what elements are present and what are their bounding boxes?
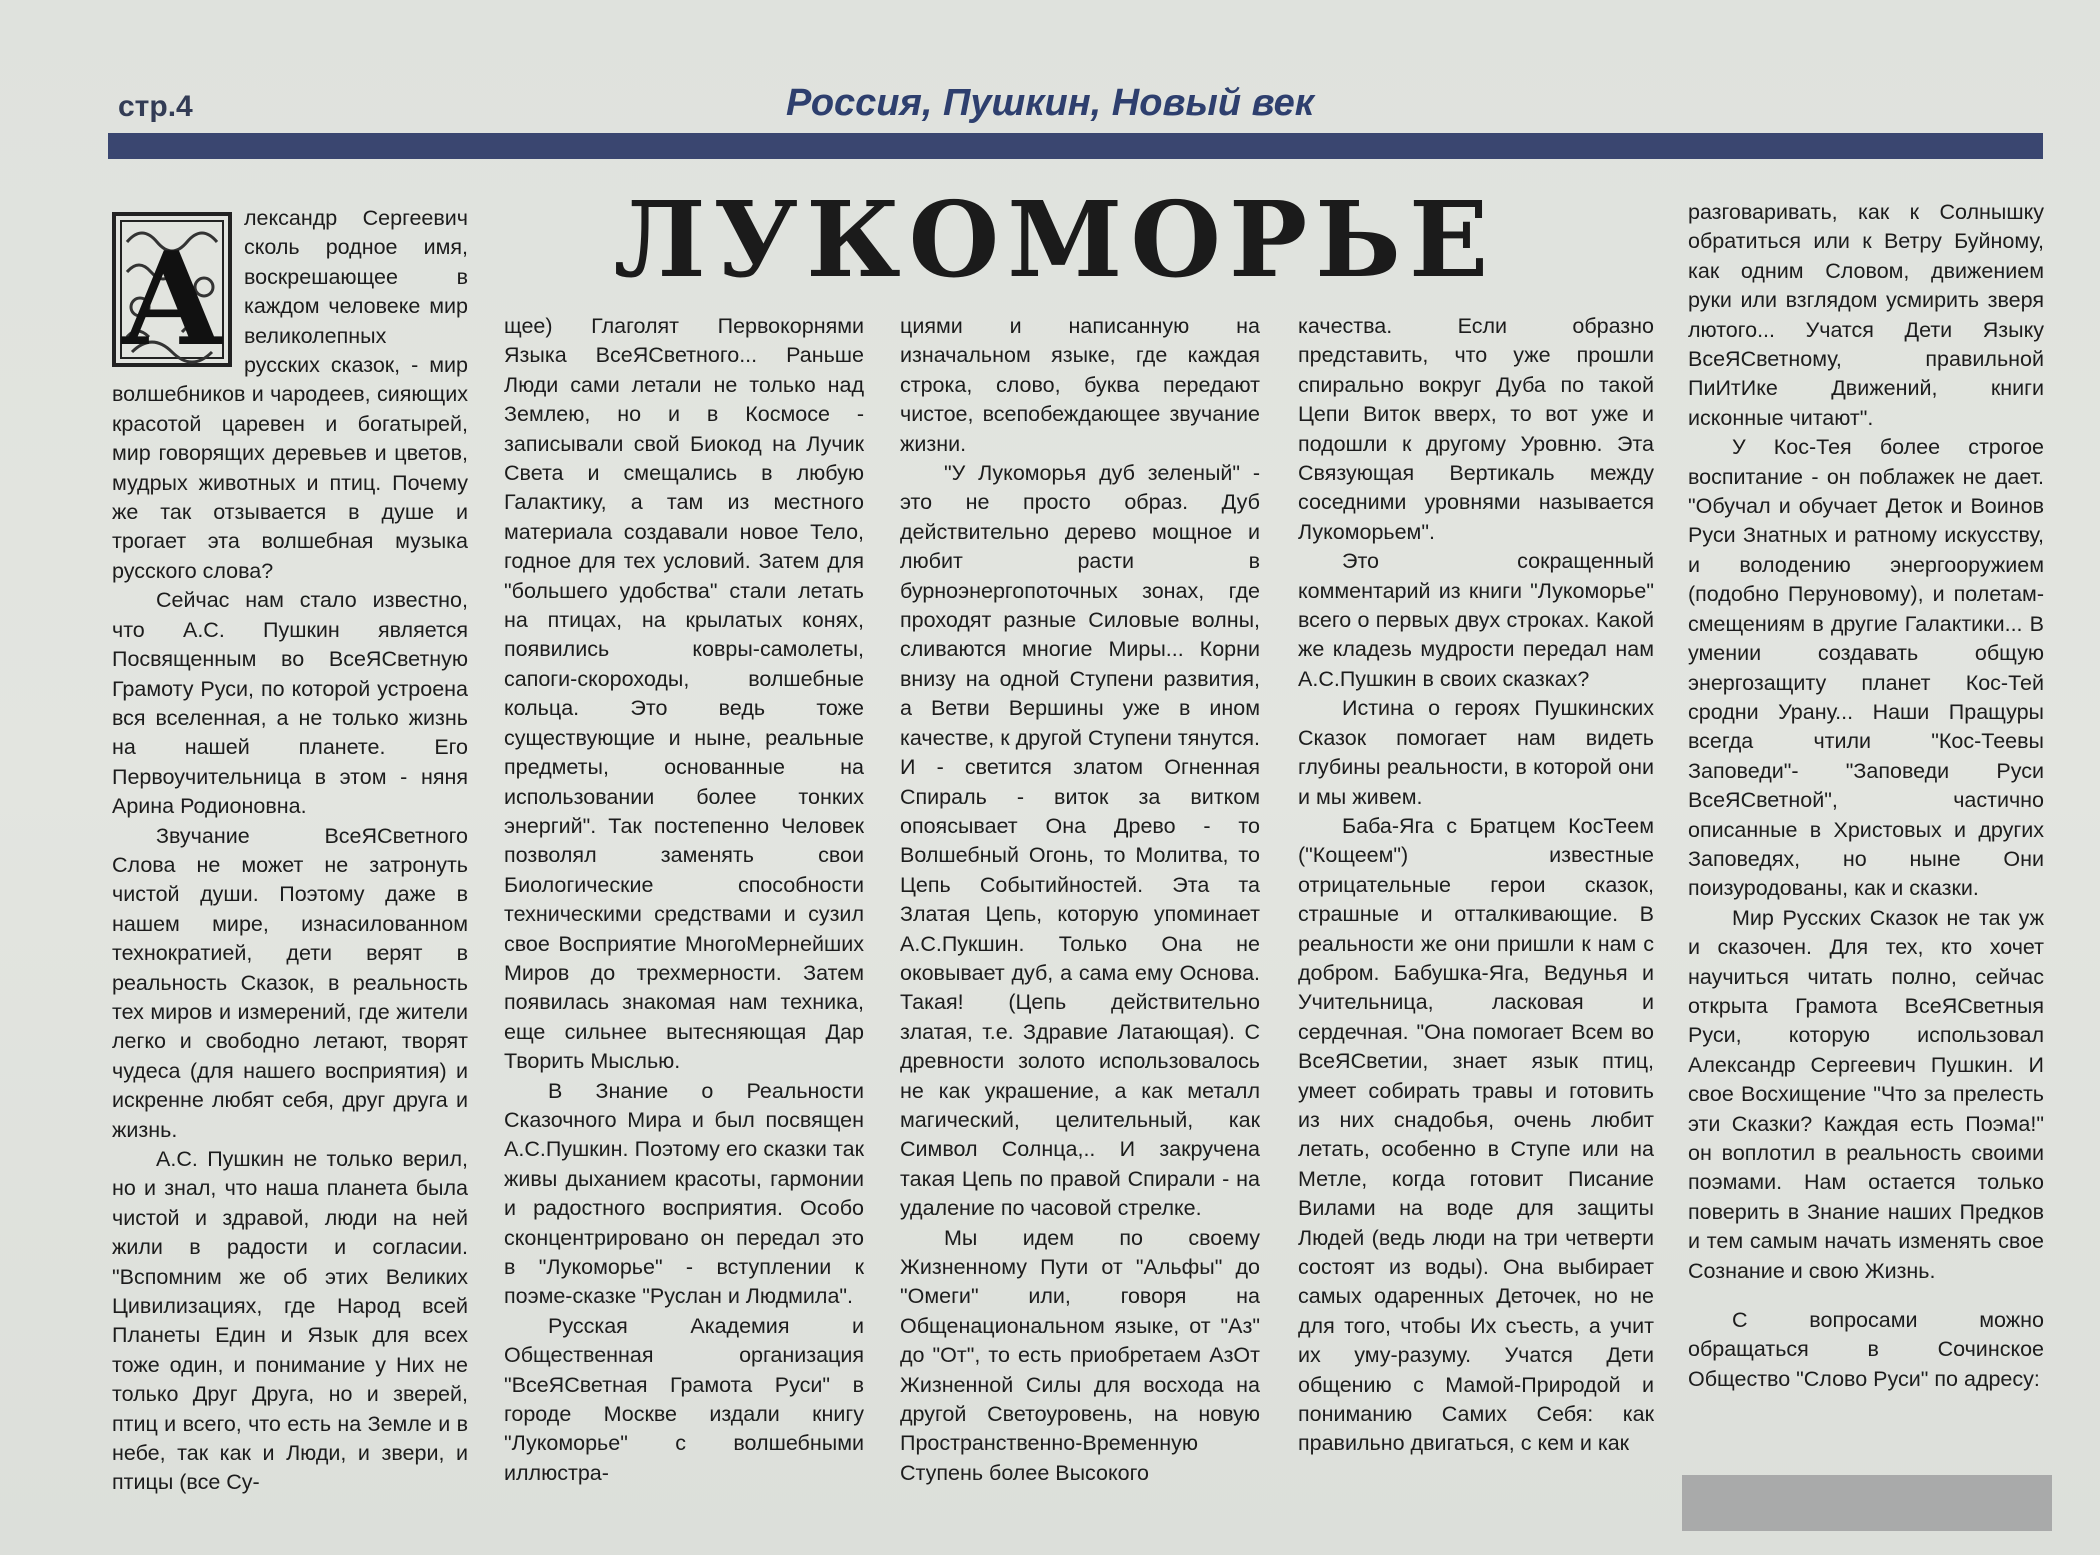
dropcap-letter: А [119, 225, 225, 367]
paragraph: Истина о героях Пушкинских Сказок помогает нам видеть глубины реальности, в которой они и мы живем. [1298, 696, 1654, 809]
article-title: ЛУКОМОРЬЕ [613, 178, 1497, 301]
paragraph: Мир Русских Сказок не так уж и сказочен. Для тех, кто хочет научиться читать полно, сейчас открыта Грамота ВсеЯСветныя Руси, которую использовал Александр Сергеевич Пушкин. И свое Восхищение "Что за прелесть эти Сказки? Каждая есть Поэма!" он воплотил в реальность своими поэмами. Нам остается только поверить в Знание наших Предков и тем самым начать изменять свое Сознание и свою Жизнь. [1688, 905, 2044, 1283]
header-bar [108, 133, 2043, 159]
paragraph: В Знание о Реальности Сказочного Мира и был посвящен А.С.Пушкин. Поэтому его сказки так живы дыханием красоты, гармонии и радостного восприятия. Особо сконцентрировано он передал это в "Лукоморье" - вступлении к поэме-сказке "Руслан и Людмила". [504, 1078, 864, 1309]
paragraph: циями и написанную на изначальном языке, где каждая строка, слово, буква передают чистое, всепобеждающее звучание жизни. [900, 314, 1260, 456]
section-title: Россия, Пушкин, Новый век [785, 82, 1315, 124]
column-3 [900, 312, 1260, 1488]
paragraph: качества. Если образно представить, что уже прошли спирально вокруг Дуба по такой Цепи Виток вверх, то вот уже и подошли к другому Уровню. Эта Связующая Вертикаль между соседними уровнями называется Лукоморьем". [1298, 314, 1654, 544]
column-5 [1688, 198, 2044, 1394]
paragraph: Звучание ВсеЯСветного Слова не может не затронуть чистой души. Поэтому даже в нашем мире, изнасилованном технократией, дети верят в реальность Сказок, в реальность тех миров и измерений, где жители легко и свободно летают, творят чудеса (для нашего восприятия) и искренне любят себя, друг друга и жизнь. [112, 823, 468, 1142]
paragraph: лександр Сергеевич сколь родное имя, воскрешающее в каждом человеке мир великолепных русских сказок, - мир волшебников и чародеев, сияющих красотой царевен и богатырей, мир говорящих деревьев и цветов, мудрых животных и птиц. Почему же так отзывается в душе и трогает эта волшебная музыка русского слова? [112, 206, 468, 583]
paragraph: С вопросами можно обращаться в Сочинское Общество "Слово Руси" по адресу: [1688, 1308, 2044, 1391]
paragraph: "У Лукоморья дуб зеленый" - это не просто образ. Дуб действительно дерево мощное и любит расти в бурноэнергопоточных зонах, где проходят разные Силовые волны, сливаются многие Миры... Корни внизу на одной Ступени развития, а Ветви Вершины уже в ином качестве, к другой Ступени тянутся. И - светится златом Огненная Спираль - виток за витком опоясывает Она Древо - то Волшебный Огонь, то Молитва, то Цепь Событийностей. Эта та Златая Цепь, которую упоминает А.С.Пукшин. Только Она не оковывает дуб, а сама ему Основа. Такая! (Цепь действительно златая, т.е. Здравие Латающая). С древности золото использовалось не как украшение, а как металл магический, целительный, как Символ Солнца,.. И закручена такая Цепь по правой Спирали - на удаление по часовой стрелке. [900, 461, 1260, 1221]
column-4 [1298, 312, 1654, 1459]
dropcap-wrap [112, 204, 244, 362]
redacted-address [1682, 1475, 2052, 1531]
paragraph: Это сокращенный комментарий из книги "Лукоморье" всего о первых двух строках. Какой же кладезь мудрости передал нам А.С.Пушкин в своих сказках? [1298, 549, 1654, 691]
page-number: стр.4 [118, 90, 193, 123]
paragraph: Сейчас нам стало известно, что А.С. Пушкин является Посвященным во ВсеЯСветную Грамоту Руси, по которой устроена вся вселенная, а не только жизнь на нашей планете. Его Первоучительница в этом - няня Арина Родионовна. [112, 588, 468, 819]
column-1 [112, 204, 468, 1498]
paragraph: щее) Глаголят Первокорнями Языка ВсеЯСветного... Раньше Люди сами летали не только над Землею, но и в Космосе - записывали свой Биокод на Лучик Света и смещались в любую Галактику, а там из местного материала создавали новое Тело, годное для тех условий. Затем для "большего удобства" стали летать на птицах, на крылатых конях, появились ковры-самолеты, сапоги-скороходы, волшебные кольца. Это ведь тоже существующие и ныне, реальные предметы, основанные на использовании более тонких энергий". Так постепенно Человек позволял заменять свои Биологические способности техническими средствами и сузил свое Восприятие МногоМернейших Миров до трехмерности. Затем появилась знакомая нам техника, еще сильнее вытесняющая Дар Творить Мыслью. [504, 314, 864, 1074]
paragraph: А.С. Пушкин не только верил, но и знал, что наша планета была чистой и здравой, люди на ней жили в радости и согласии. "Вспомним же об этих Великих Цивилизациях, где Народ всей Планеты Един и Язык для всех тоже один, и понимание у Них не только Друг Друга, но и зверей, птиц и всего, что есть на Земле и в небе, так как и Люди, и звери, и птицы (все Су- [112, 1147, 468, 1495]
paragraph: Мы идем по своему Жизненному Пути от "Альфы" до "Омеги" или, говоря на Общенациональном языке, от "Аз" до "От", то есть приобретаем АзОт Жизненной Силы для восхода на другой Светоуровень, на новую Пространственно-Временную Ступень более Высокого [900, 1225, 1260, 1485]
paragraph: разговаривать, как к Солнышку обратиться или к Ветру Буйному, как одним Словом, движением руки или взглядом усмирить зверя лютого... Учатся Дети Языку ВсеЯСветному, правильной ПиИтИке Движений, книги исконные читают". [1688, 200, 2044, 430]
paragraph: Баба-Яга с Братцем КосТеем ("Кощеем") известные отрицательные герои сказок, страшные и отталкивающие. В реальности же они пришли к нам с добром. Бабушка-Яга, Ведунья и Учительница, ласковая и сердечная. "Она помогает Всем во ВсеЯСветии, знает язык птиц, умеет собирать травы и готовить из них снадобья, очень любит летать, особенно в Ступе или на Метле, когда готовит Писание Вилами на воде для защиты Людей (ведь люди на три четверти состоят из воды). Она выбирает самых одаренных Деточек, но не для того, чтобы Их съесть, а учит их уму-разуму. Учатся Дети общению с Мамой-Природой и пониманию Самих Себя: как правильно двигаться, с кем и как [1298, 813, 1654, 1456]
paragraph: Русская Академия и Общественная организация "ВсеЯСветная Грамота Руси" в городе Москве издали книгу "Лукоморье" с волшебными иллюстра- [504, 1313, 864, 1485]
column-2 [504, 312, 864, 1488]
paragraph: У Кос-Тея более строгое воспитание - он поблажек не дает. "Обучал и обучает Деток и Воинов Руси Знатных и ратному искусству, и володению энергооружием (подобно Перуновому), и полетам-смещениям в другие Галактики... В умении создавать общую энергозащиту планет Кос-Тей сродни Урану... Наши Пращуры всегда чтили "Кос-Теевы Заповеди"- "Заповеди Руси ВсеЯСветной", частично описанные в Христовых и других Заповедях, но ныне Они поизуродованы, как и сказки. [1688, 435, 2044, 901]
